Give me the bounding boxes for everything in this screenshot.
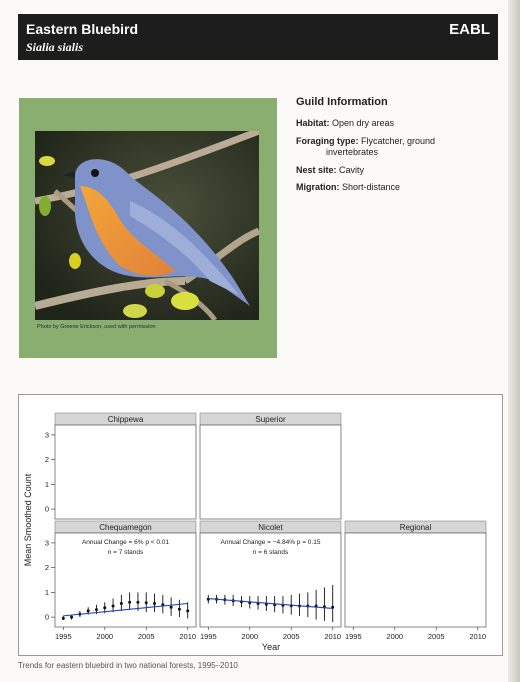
panel-frame: [200, 533, 341, 627]
x-axis-label: Year: [261, 642, 281, 652]
y-tick-label: 1: [44, 479, 49, 489]
figure-caption: Trends for eastern bluebird in two national forests, 1995–2010: [18, 661, 238, 670]
panel-annotation-n: n = 6 stands: [252, 549, 289, 556]
panel-frame: [55, 425, 196, 519]
data-point: [170, 606, 173, 609]
trend-chart: [19, 395, 502, 655]
data-point: [145, 601, 148, 604]
habitat-row: [296, 118, 496, 129]
data-point: [178, 608, 181, 611]
y-tick-label: 2: [44, 563, 49, 573]
data-point: [136, 601, 139, 604]
migration-row: [296, 182, 496, 193]
y-tick-label: 0: [44, 504, 49, 514]
x-tick-label: 2005: [137, 632, 155, 641]
common-name: Eastern Bluebird: [26, 21, 139, 37]
panel-frame: [55, 533, 196, 627]
panel-annotation-change: Annual Change = −4.84% p = 0.15: [220, 539, 321, 546]
habitat-value: Open dry areas: [332, 118, 395, 128]
x-tick-label: 2005: [427, 632, 445, 641]
nest-row: [296, 165, 496, 176]
x-tick-label: 2000: [96, 632, 114, 641]
species-header: [18, 14, 498, 60]
panel-annotation-change: Annual Change = 6% p < 0.01: [81, 539, 170, 546]
data-point: [153, 602, 156, 605]
data-point: [186, 609, 189, 612]
foraging-value: Flycatcher, ground: [361, 136, 436, 146]
y-tick-label: 2: [44, 455, 49, 465]
data-point: [62, 617, 65, 620]
panel-title: Nicolet: [258, 523, 283, 532]
x-tick-label: 2005: [282, 632, 300, 641]
x-tick-label: 1995: [344, 632, 362, 641]
panel-annotation-n: n = 7 stands: [107, 549, 144, 556]
data-point: [112, 604, 115, 607]
x-tick-label: 2010: [469, 632, 487, 641]
species-code: EABL: [449, 21, 490, 38]
habitat-label: Habitat:: [296, 118, 330, 128]
nest-label: Nest site:: [296, 165, 337, 175]
bluebird-photo-icon: [35, 131, 259, 320]
data-point: [103, 606, 106, 609]
x-tick-label: 2010: [324, 632, 342, 641]
data-point: [70, 616, 73, 619]
panel-title: Chequamegon: [99, 523, 152, 532]
page-edge-shadow: [508, 0, 520, 682]
foraging-label: Foraging type:: [296, 136, 359, 146]
nest-value: Cavity: [339, 165, 365, 175]
migration-label: Migration:: [296, 182, 340, 192]
x-tick-label: 2010: [179, 632, 197, 641]
y-tick-label: 3: [44, 430, 49, 440]
data-point: [128, 601, 131, 604]
x-tick-label: 1995: [54, 632, 72, 641]
data-point: [120, 602, 123, 605]
migration-value: Short-distance: [342, 182, 401, 192]
foraging-value-continued: invertebrates: [326, 147, 379, 157]
panel-frame: [345, 533, 486, 627]
foraging-row: [296, 136, 496, 158]
panel-title: Chippewa: [107, 415, 144, 424]
panel-title: Superior: [255, 415, 286, 424]
data-point: [87, 609, 90, 612]
panel-title: Regional: [399, 523, 432, 532]
y-tick-label: 1: [44, 587, 49, 597]
x-tick-label: 1995: [199, 632, 217, 641]
y-tick-label: 0: [44, 612, 49, 622]
x-tick-label: 2000: [241, 632, 259, 641]
photo-credit: Photo by Greene Erickson, used with permission: [37, 324, 156, 330]
x-tick-label: 2000: [386, 632, 404, 641]
scientific-name: Sialia sialis: [26, 40, 84, 54]
data-point: [95, 608, 98, 611]
guild-title: Guild Information: [296, 96, 388, 108]
trend-figure: [18, 394, 503, 656]
y-tick-label: 3: [44, 538, 49, 548]
panel-frame: [200, 425, 341, 519]
y-axis-label: Mean Smoothed Count: [23, 473, 33, 567]
